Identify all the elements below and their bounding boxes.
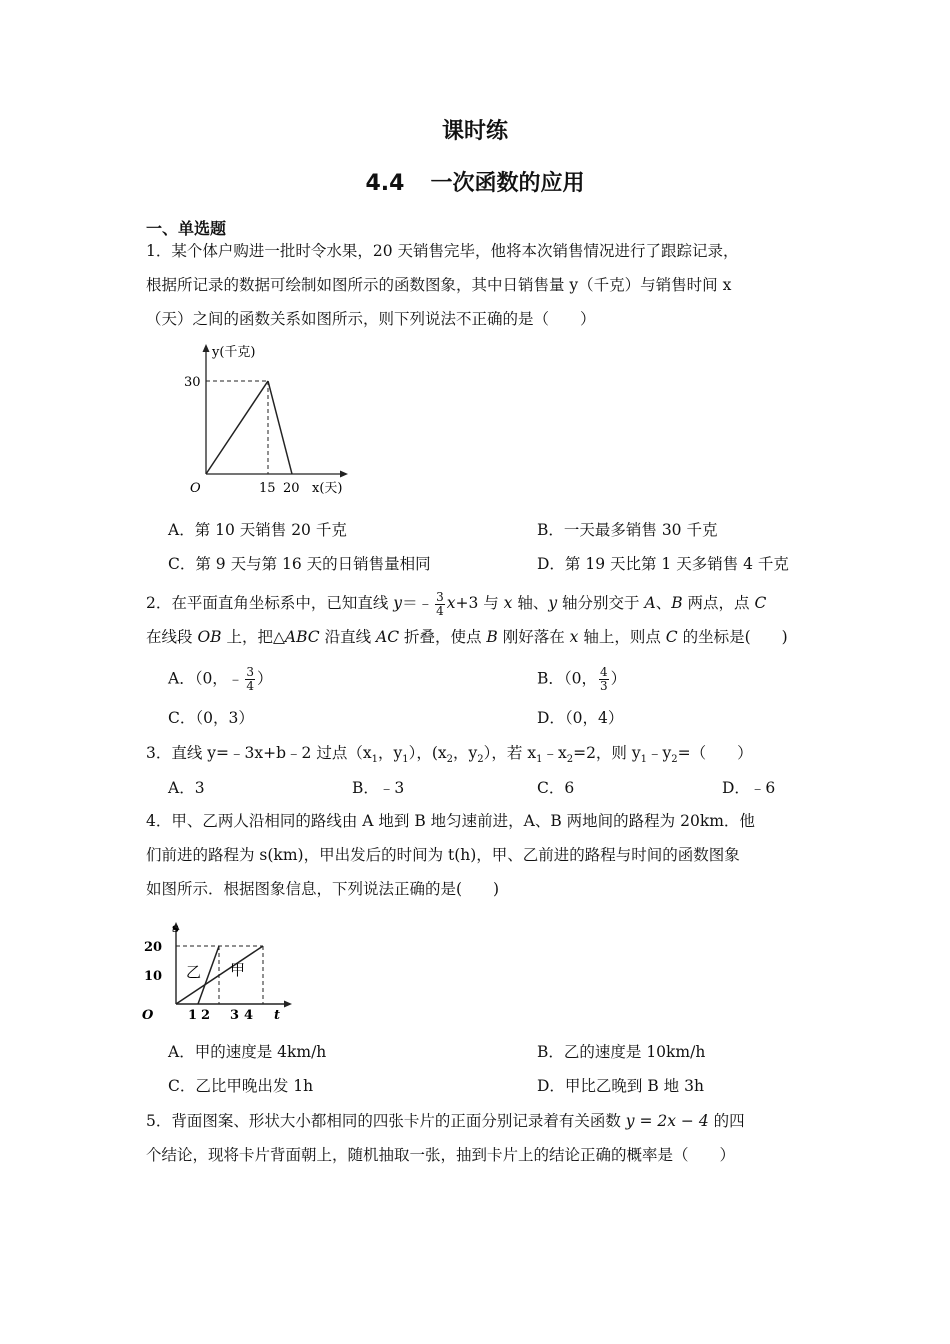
q4-t-label: t — [274, 1008, 281, 1023]
q1-option-c[interactable]: C．第 9 天与第 16 天的日销售量相同 — [168, 555, 431, 573]
lesson-title — [0, 166, 950, 197]
q2-line-1: 2．在平面直角坐标系中，已知直线 y＝﹣ $\frac{3}{4}$ x+3 与 x 轴、y 轴分别交于 A、B 两点，点 C — [146, 589, 767, 618]
q1-x-label: x(天) — [312, 481, 343, 496]
q2-fraction: $\frac{3}{4}$ — [436, 589, 444, 618]
q5-equation: y = 2x − 4 — [625, 1112, 709, 1130]
q4-line-2: 们前进的路程为 s(km)，甲出发后的时间为 t(h)，甲、乙前进的路程与时间的函数图象 — [146, 846, 740, 864]
question-1-stem — [146, 234, 810, 336]
q1-origin-label: O — [190, 481, 201, 496]
q5-line-1: 5．背面图案、形状大小都相同的四张卡片的正面分别记录着有关函数 y = 2x − 4 的四 — [146, 1112, 745, 1130]
q1-falling-segment — [268, 381, 292, 474]
q4-s-tick-10: 10 — [144, 969, 163, 984]
q4-option-b[interactable]: B．乙的速度是 10km/h — [537, 1043, 706, 1061]
question-3-stem — [146, 736, 810, 777]
q4-option-a[interactable]: A．甲的速度是 4km/h — [168, 1043, 327, 1061]
q4-line-3: 如图所示．根据图象信息，下列说法正确的是( ) — [146, 880, 500, 898]
q1-line-3: （天）之间的函数关系如图所示，则下列说法不正确的是（ ） — [146, 310, 596, 328]
q3-option-b[interactable]: B．﹣3 — [352, 779, 405, 797]
q4-option-c[interactable]: C．乙比甲晚出发 1h — [168, 1077, 314, 1095]
q4-s-tick-20: 20 — [144, 940, 163, 955]
q1-line-1: 1．某个体户购进一批时令水果，20 天销售完毕，他将本次销售情况进行了跟踪记录， — [146, 242, 739, 260]
question-5-stem — [146, 1104, 810, 1172]
lesson-name: 一次函数的应用 — [430, 171, 585, 196]
q4-t-tick-4: 4 — [244, 1008, 254, 1023]
q1-x-arrow-icon — [340, 471, 348, 478]
question-4-stem — [146, 804, 810, 906]
q1-x-tick-15: 15 — [259, 481, 276, 496]
q4-label-yi: 乙 — [186, 963, 202, 981]
q3-option-c[interactable]: C．6 — [537, 779, 575, 797]
q4-label-jia: 甲 — [230, 961, 246, 979]
q1-function-graph — [170, 336, 360, 504]
q1-option-d[interactable]: D．第 19 天比第 1 天多销售 4 千克 — [537, 555, 789, 573]
q4-s-label: s — [172, 921, 179, 935]
q1-y-label: y(千克) — [212, 345, 256, 360]
q4-origin-label: O — [142, 1008, 154, 1023]
q4-t-tick-1: 1 — [188, 1008, 198, 1023]
lesson-number: 4.4 — [365, 171, 405, 196]
q1-x-tick-20: 20 — [283, 481, 300, 496]
q1-option-a[interactable]: A．第 10 天销售 20 千克 — [168, 521, 347, 539]
q1-option-b[interactable]: B．一天最多销售 30 千克 — [537, 521, 718, 539]
q4-t-tick-3: 3 — [230, 1008, 240, 1023]
q4-option-d[interactable]: D．甲比乙晚到 B 地 3h — [537, 1077, 704, 1095]
q1-y-tick-30: 30 — [184, 375, 201, 390]
q4-line-1: 4．甲、乙两人沿相同的路线由 A 地到 B 地匀速前进，A、B 两地间的路程为 20km．他 — [146, 812, 755, 830]
q4-t-arrow-icon — [284, 1001, 292, 1008]
q1-rising-segment — [206, 381, 268, 474]
q2-option-d[interactable]: D．（0，4） — [537, 709, 624, 727]
q2-option-b[interactable]: B．（0， $\frac{4}{3}$ ） — [537, 665, 627, 693]
q3-option-d[interactable]: D．﹣6 — [722, 779, 776, 797]
q1-y-arrow-icon — [203, 344, 210, 352]
q4-t-tick-2: 2 — [201, 1008, 211, 1023]
q3-line-1: 3．直线 y=﹣3x+b﹣2 过点（$x_1$，$y_1$），($x_2$，$y_2$），若 $x_1﹣x_2=2$，则 $y_1﹣y_2=$（ ） — [146, 744, 753, 766]
q4-line-yi — [198, 946, 219, 1004]
q4-distance-time-graph — [138, 914, 298, 1026]
q3-option-a[interactable]: A．3 — [168, 779, 205, 797]
q2-option-c[interactable]: C．（0，3） — [168, 709, 254, 727]
q5-line-2: 个结论，现将卡片背面朝上，随机抽取一张，抽到卡片上的结论正确的概率是（ ） — [146, 1146, 736, 1164]
q2-line-2: 在线段 OB 上，把△ABC 沿直线 AC 折叠，使点 B 刚好落在 x 轴上，则点 C 的坐标是( ) — [146, 628, 788, 646]
section-heading: 一、单选题 — [146, 219, 227, 238]
q2-option-a[interactable]: A．（0，﹣ $\frac{3}{4}$ ） — [168, 665, 273, 693]
page-title: 课时练 — [441, 119, 508, 144]
q1-line-2: 根据所记录的数据可绘制如图所示的函数图象，其中日销售量 y（千克）与销售时间 x — [146, 276, 732, 294]
question-2-stem — [146, 586, 810, 654]
